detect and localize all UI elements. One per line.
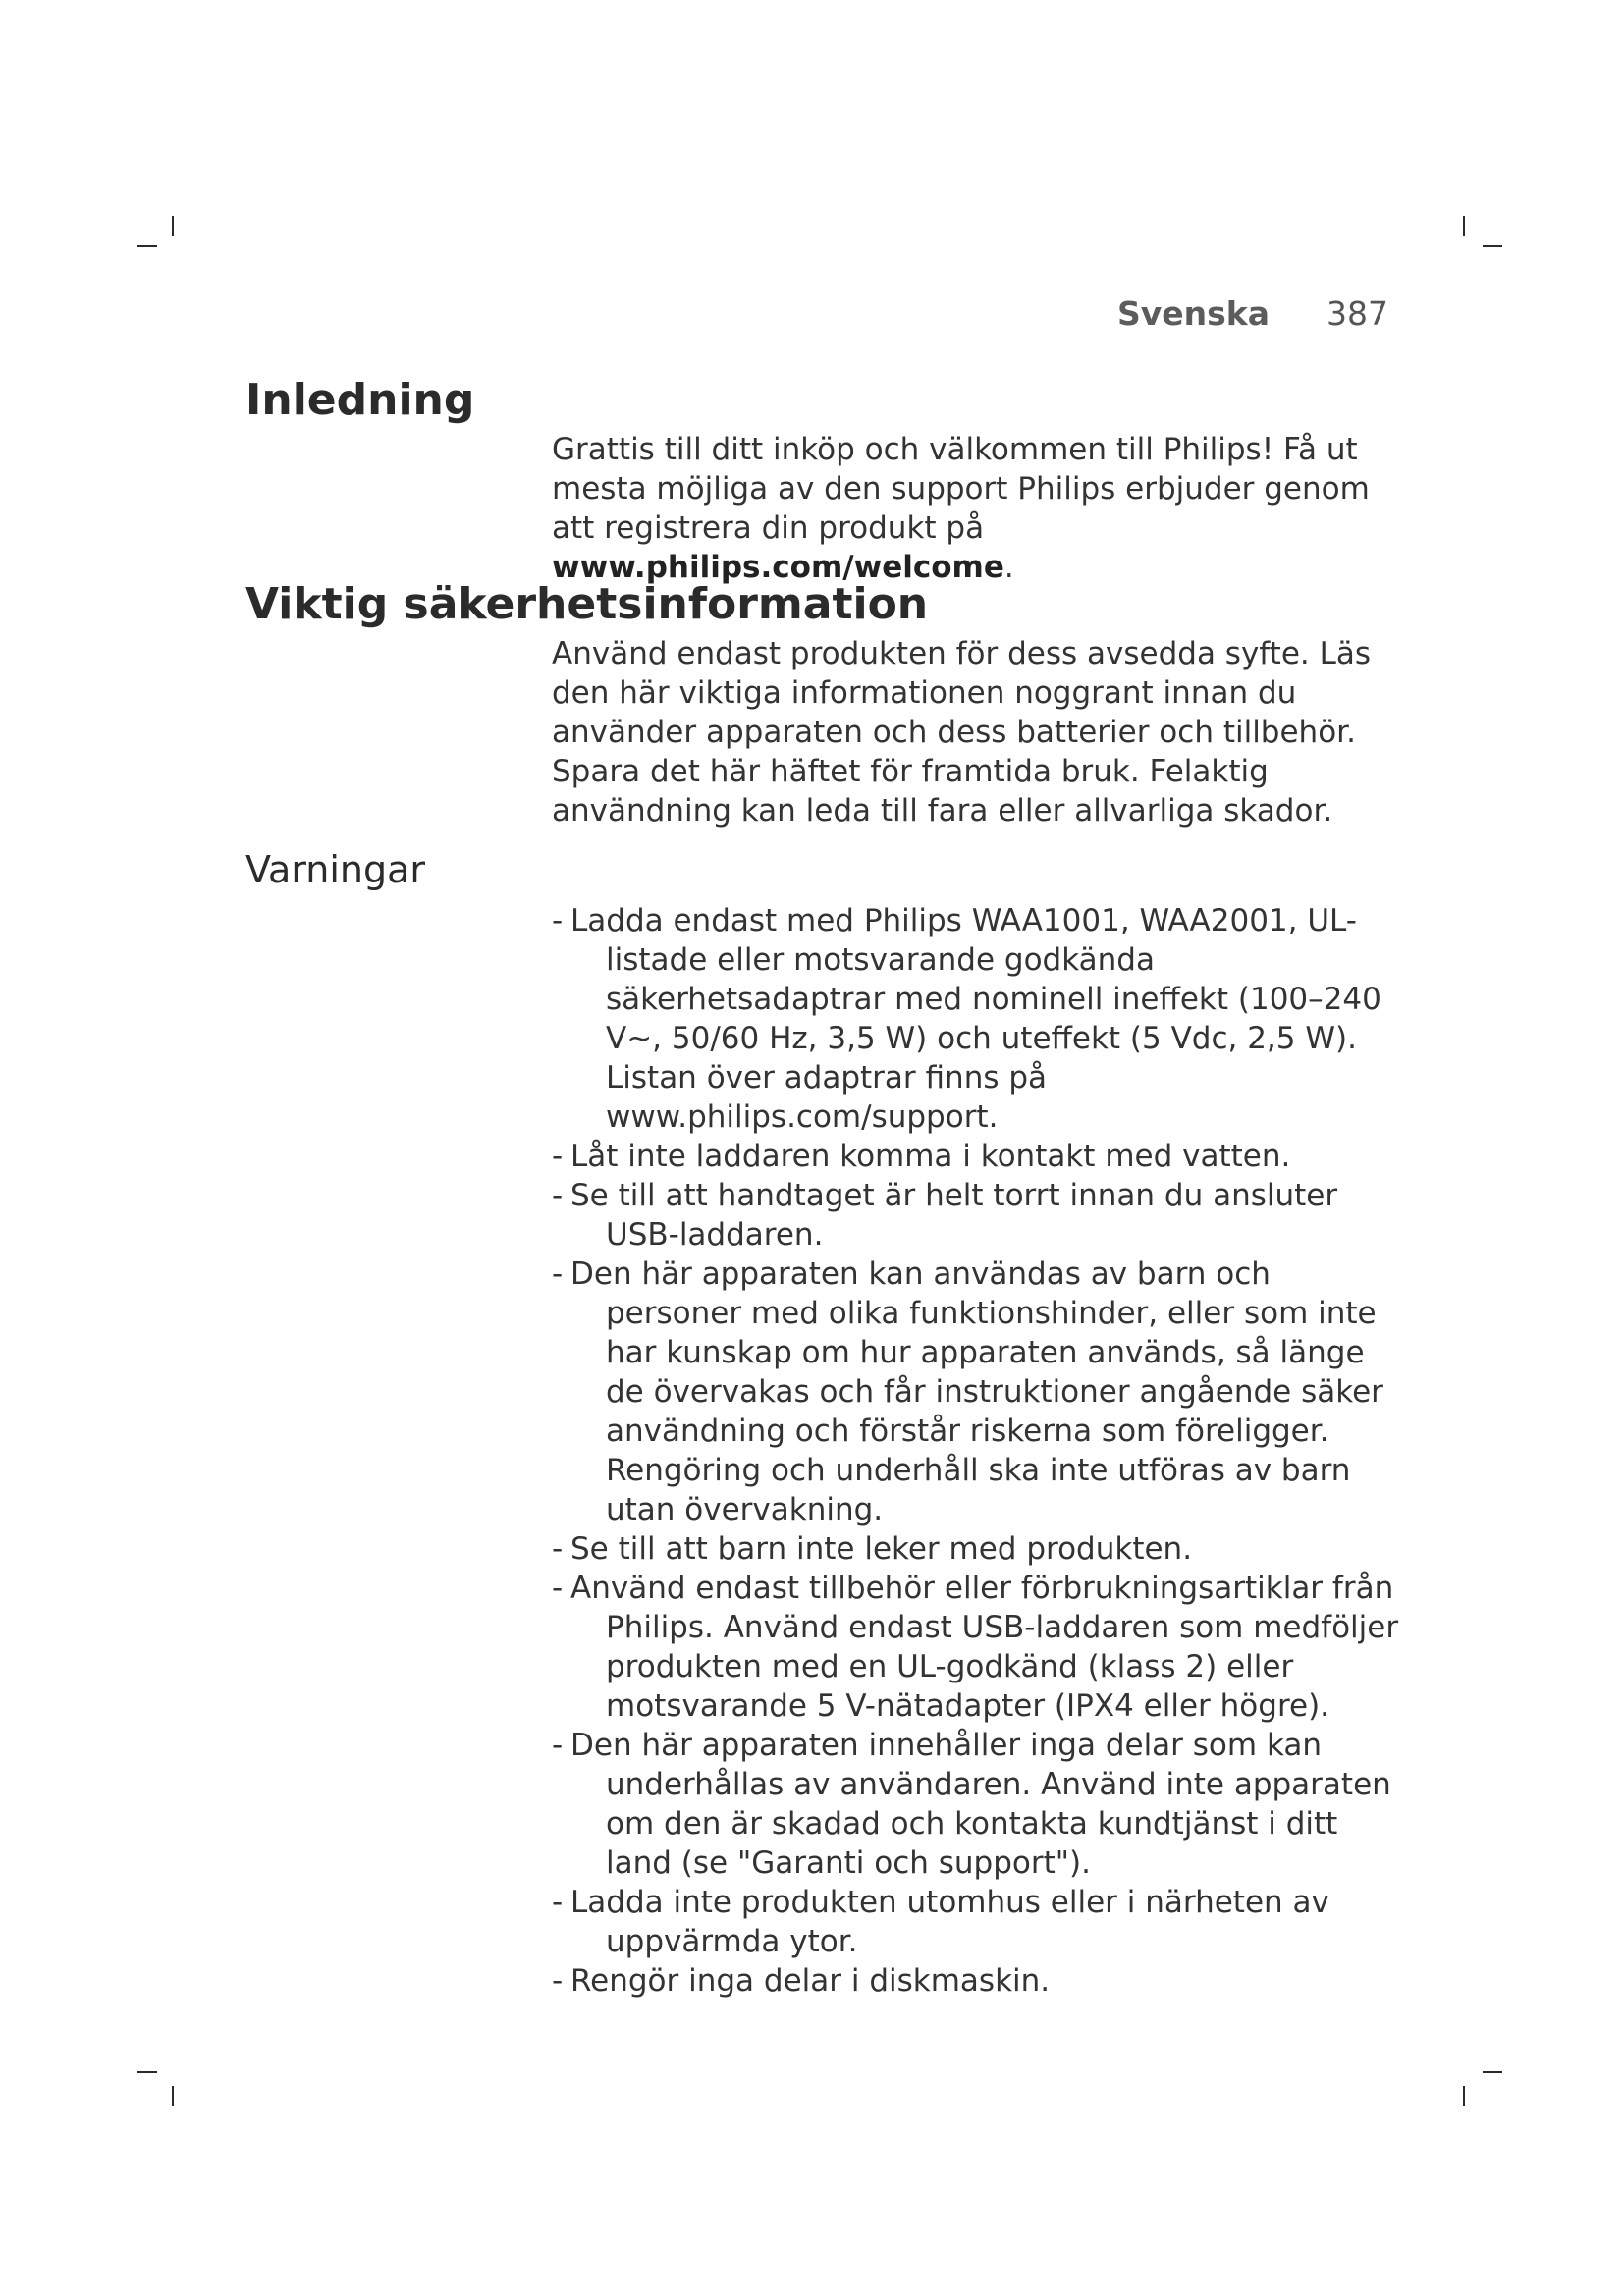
warning-text: Använd endast tillbehör eller förbrukningsartiklar från Philips. Använd endast USB-laddaren som medföljer produkten med en UL-godkänd (klass 2) eller motsvarande 5 V-nätadapter (IPX4 eller högre). [570,1571,1399,1724]
list-bullet: - [552,1256,564,1292]
crop-mark-bottom-left-h [137,2071,157,2073]
list-item [552,901,1406,1137]
list-bullet: - [552,1178,564,1213]
warning-text: Rengör inga delar i diskmaskin. [570,1963,1051,1999]
list-bullet: - [552,1963,564,1999]
list-bullet: - [552,1885,564,1920]
warning-text: Ladda inte produkten utomhus eller i närheten av uppvärmda ytor. [570,1885,1329,1959]
running-header [1117,294,1388,333]
crop-mark-top-left-v [172,216,174,236]
list-item [552,1961,1406,2001]
warning-text: Den här apparaten innehåller inga delar som kan underhållas av användaren. Använd inte apparaten om den är skadad och kontakta kundtjänst i ditt land (se "Garanti och support"). [570,1728,1391,1881]
list-item [552,1137,1406,1176]
intro-text-end: . [1003,550,1014,585]
page-number: 387 [1326,294,1388,333]
warnings-heading: Varningar [245,848,426,891]
warning-text: Se till att barn inte leker med produkten. [570,1531,1193,1567]
list-item [552,1883,1406,1961]
crop-mark-top-right-h [1483,245,1502,247]
list-bullet: - [552,1571,564,1606]
list-item [552,1176,1406,1255]
warnings-list [552,901,1406,2001]
warning-text: Den här apparaten kan användas av barn och personer med olika funktionshinder, eller som inte har kunskap om hur apparaten används, så länge de övervakas och får instruktioner angående säker användning och förstår riskerna som föreligger. Rengöring och underhåll ska inte utföras av barn utan övervakning. [570,1256,1383,1527]
list-item [552,1255,1406,1529]
list-bullet: - [552,1728,564,1763]
header-language: Svenska [1116,294,1270,333]
safety-paragraph: Använd endast produkten för dess avsedda syfte. Läs den här viktiga informationen noggrant innan du använder apparaten och dess batterier och tillbehör. Spara det här häftet för framtida bruk. Felaktig användning kan leda till fara eller allvarliga skador. [552,636,1372,828]
warning-text: Se till att handtaget är helt torrt innan du ansluter USB-laddaren. [570,1178,1338,1253]
list-item [552,1726,1406,1883]
crop-mark-bottom-left-v [172,2086,174,2106]
crop-mark-bottom-right-v [1463,2086,1465,2106]
warning-text: Låt inte laddaren komma i kontakt med vatten. [570,1139,1291,1174]
list-item [552,1569,1406,1726]
list-item [552,1529,1406,1569]
crop-mark-bottom-right-h [1483,2071,1502,2073]
list-bullet: - [552,1139,564,1174]
welcome-link[interactable]: www.philips.com/welcome [552,550,1004,585]
crop-mark-top-right-v [1463,216,1465,236]
safety-heading: Viktig säkerhetsinformation [245,579,929,629]
intro-text: Grattis till ditt inköp och välkommen till Philips! Få ut mesta möjliga av den support Philips erbjuder genom att registrera din produkt på [552,432,1370,546]
crop-mark-top-left-h [137,245,157,247]
intro-paragraph [552,430,1396,587]
intro-heading: Inledning [245,375,475,425]
warning-text: Ladda endast med Philips WAA1001, WAA2001, UL-listade eller motsvarande godkända säkerhetsadaptrar med nominell ineffekt (100–240 V~, 50/60 Hz, 3,5 W) och uteffekt (5 Vdc, 2,5 W). Listan över adaptrar finns på www.philips.com/support. [570,903,1381,1135]
list-bullet: - [552,1531,564,1567]
list-bullet: - [552,903,564,938]
